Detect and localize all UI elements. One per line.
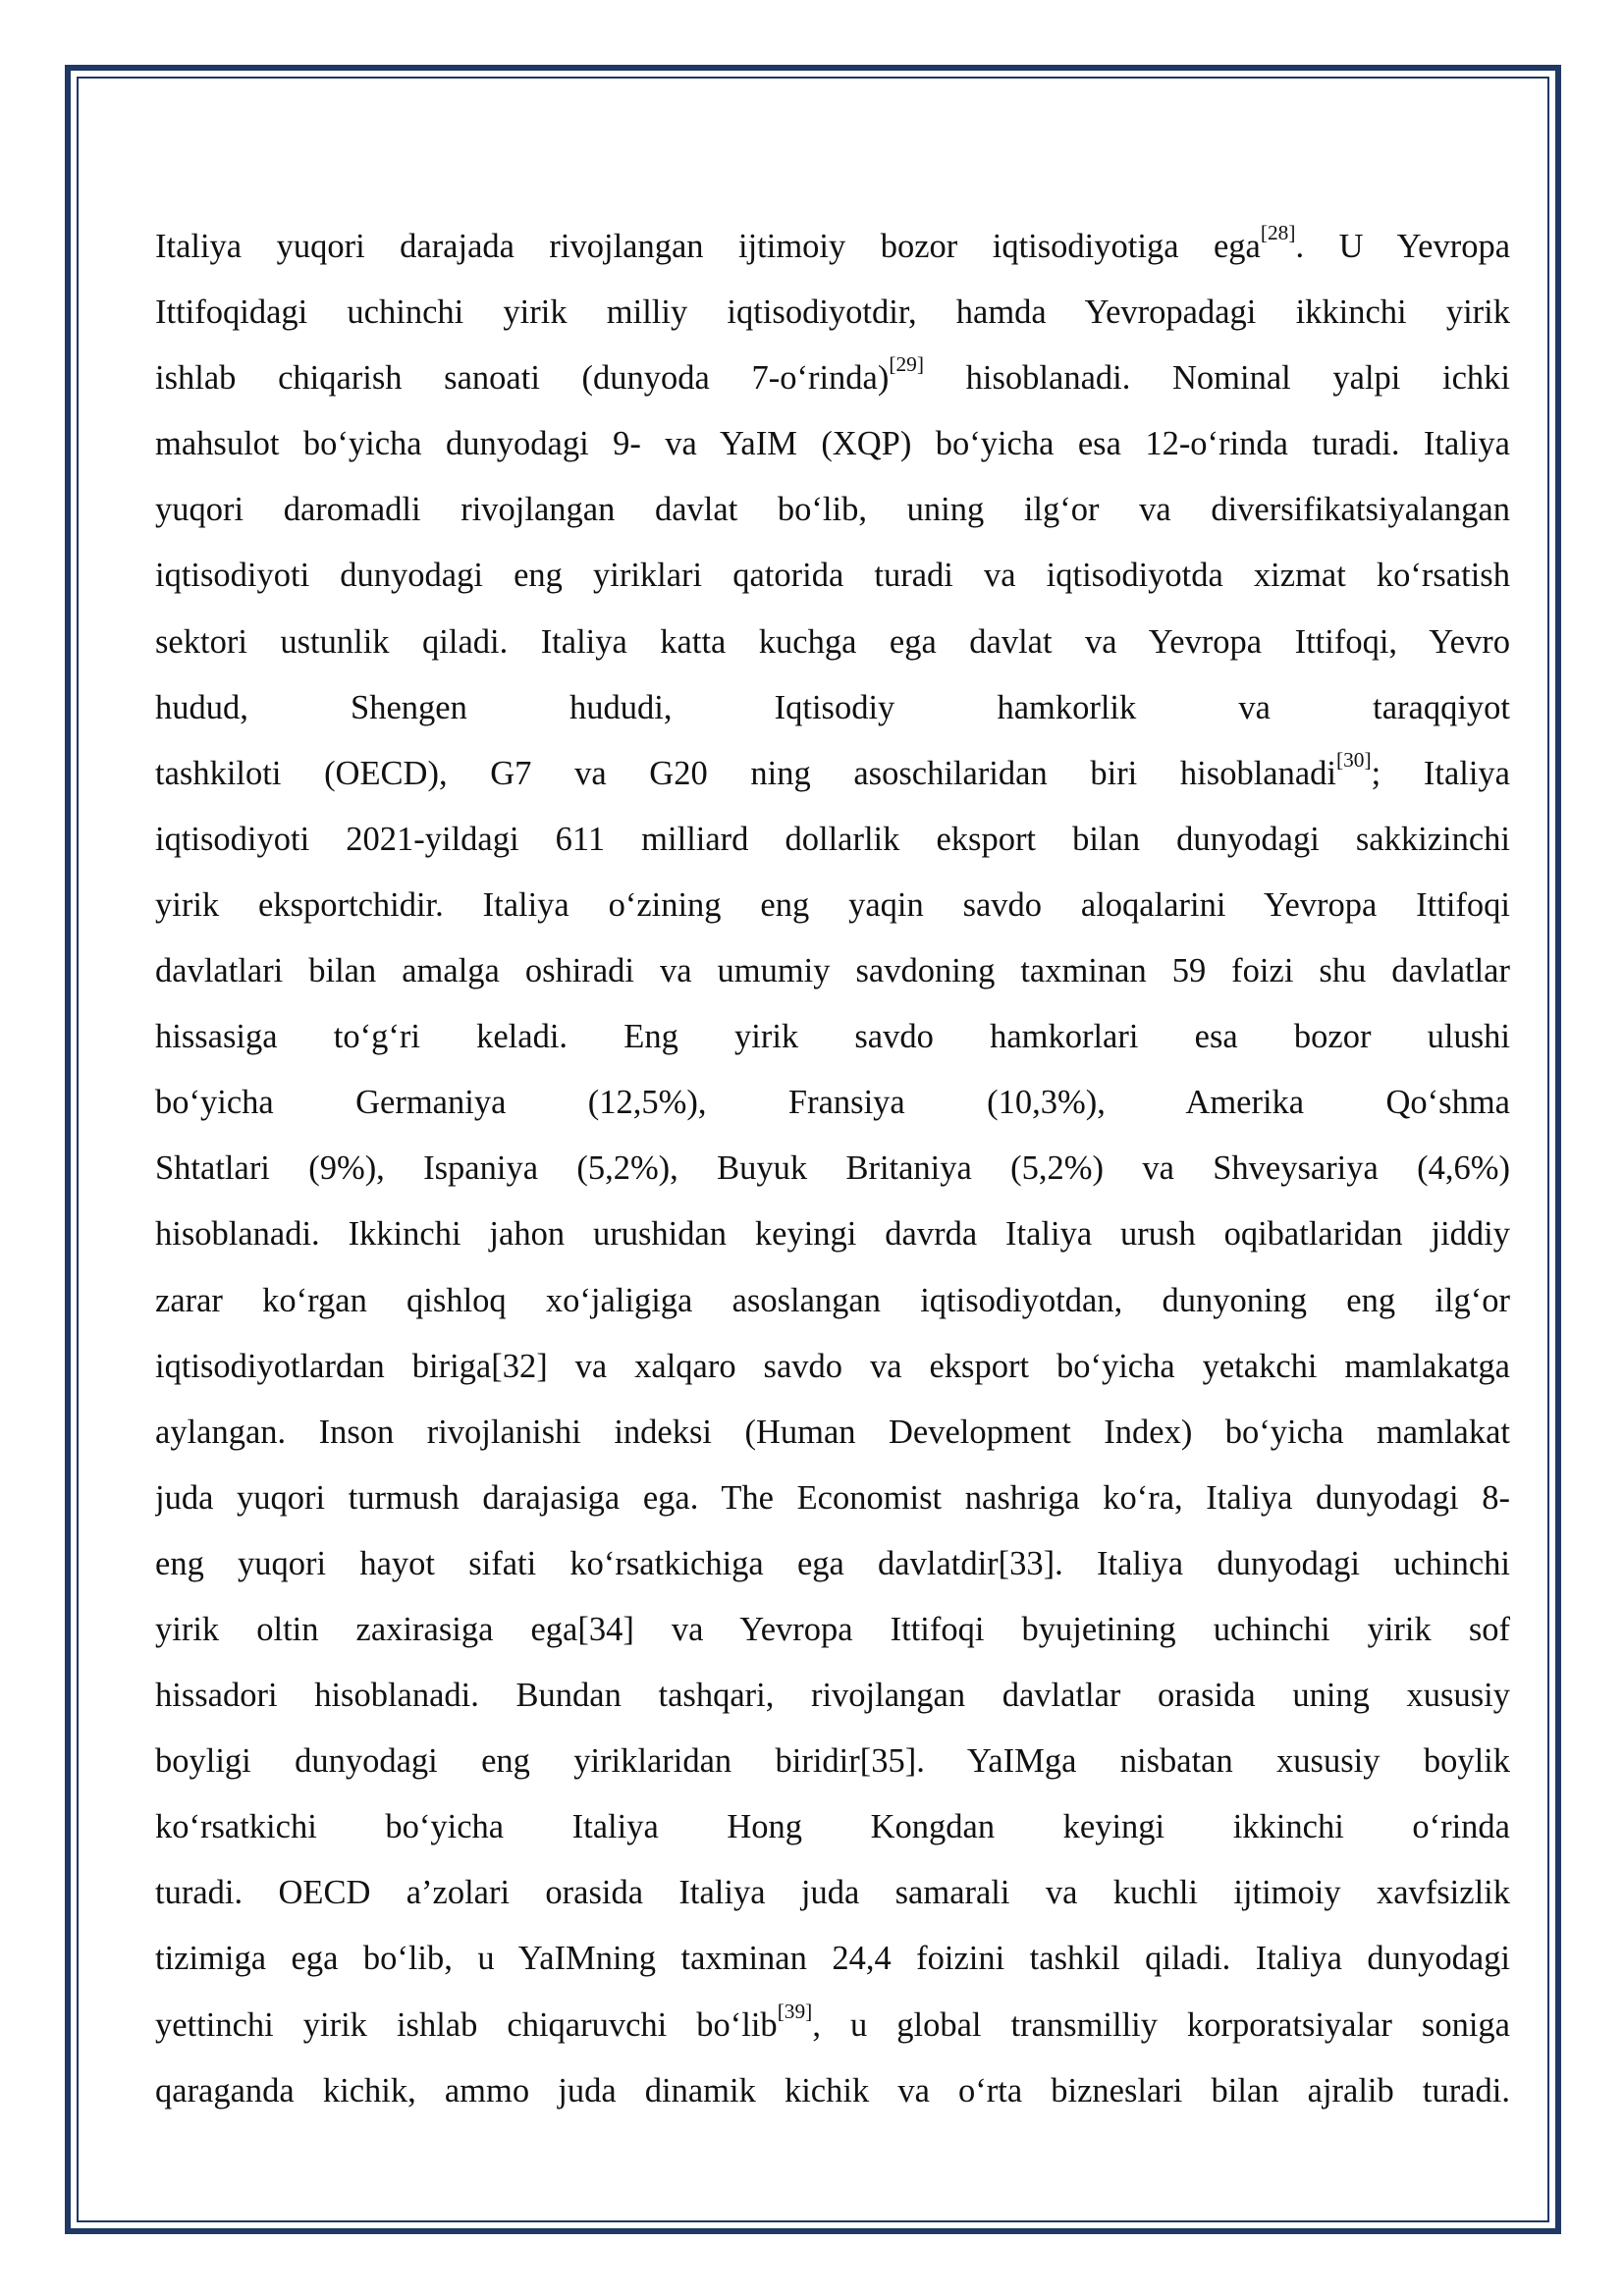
text-segment: yuqori daromadli rivojlangan davlat bo‘lib, uning ilg‘or va diversifikatsiyalangan: [155, 491, 1510, 529]
text-line: [155, 675, 1510, 741]
text-segment: Italiya yuqori darajada rivojlangan ijtimoiy bozor iqtisodiyotiga ega: [155, 228, 1261, 265]
footnote-reference: [30]: [1336, 747, 1372, 772]
text-line: [155, 1531, 1510, 1597]
text-segment: mahsulot bo‘yicha dunyodagi 9- va YaIM (XQP) bo‘yicha esa 12-o‘rinda turadi. Italiya: [155, 425, 1510, 463]
text-line: [155, 1663, 1510, 1729]
text-line: [155, 477, 1510, 543]
text-segment: tashkiloti (OECD), G7 va G20 ning asoschilaridan biri hisoblanadi: [155, 754, 1336, 792]
text-segment: hudud, Shengen hududi, Iqtisodiy hamkorlik va taraqqiyot: [155, 688, 1510, 726]
text-segment: , u global transmilliy korporatsiyalar soniga: [812, 2005, 1510, 2044]
text-segment: Ittifoqidagi uchinchi yirik milliy iqtisodiyotdir, hamda Yevropadagi ikkinchi yirik: [155, 294, 1510, 332]
text-segment: ko‘rsatkichi bo‘yicha Italiya Hong Kongdan keyingi ikkinchi o‘rinda: [155, 1808, 1510, 1846]
text-line: [155, 1136, 1510, 1201]
text-line: [155, 610, 1510, 675]
text-line: [155, 2058, 1510, 2124]
text-line: [155, 1597, 1510, 1663]
text-segment: juda yuqori turmush darajasiga ega. The Economist nashriga ko‘ra, Italiya dunyodagi 8-: [155, 1478, 1510, 1517]
text-segment: boyligi dunyodagi eng yiriklaridan biridir[35]. YaIMga nisbatan xususiy boylik: [155, 1742, 1510, 1781]
text-line: [155, 1334, 1510, 1400]
text-line: [155, 280, 1510, 346]
text-segment: iqtisodiyotlardan biriga[32] va xalqaro savdo va eksport bo‘yicha yetakchi mamlakatga: [155, 1347, 1510, 1385]
text-segment: . U Yevropa: [1295, 228, 1510, 265]
text-line: [155, 873, 1510, 938]
text-segment: hissasiga to‘g‘ri keladi. Eng yirik savdo hamkorlari esa bozor ulushi: [155, 1018, 1510, 1056]
text-line: [155, 1794, 1510, 1860]
footnote-reference: [39]: [777, 1999, 813, 2023]
text-segment: yirik eksportchidir. Italiya o‘zining eng yaqin savdo aloqalarini Yevropa Ittifoqi: [155, 885, 1510, 924]
text-segment: iqtisodiyoti 2021-yildagi 611 milliard dollarlik eksport bilan dunyodagi sakkizinchi: [155, 820, 1510, 858]
text-line: [155, 214, 1510, 280]
text-segment: sektori ustunlik qiladi. Italiya katta kuchga ega davlat va Yevropa Ittifoqi, Yevro: [155, 622, 1510, 661]
text-segment: iqtisodiyoti dunyodagi eng yiriklari qatorida turadi va iqtisodiyotda xizmat ko‘rsatish: [155, 557, 1510, 595]
footnote-reference: [29]: [889, 352, 924, 377]
footnote-reference: [28]: [1260, 220, 1296, 244]
text-line: [155, 346, 1510, 411]
text-segment: ishlab chiqarish sanoati (dunyoda 7-o‘rinda): [155, 359, 890, 398]
text-line: [155, 741, 1510, 807]
text-segment: yirik oltin zaxirasiga ega[34] va Yevropa Ittifoqi byujetining uchinchi yirik sof: [155, 1610, 1510, 1648]
text-segment: zarar ko‘rgan qishloq xo‘jaligiga asoslangan iqtisodiyotdan, dunyoning eng ilg‘or: [155, 1281, 1510, 1319]
text-line: [155, 1400, 1510, 1466]
text-line: [155, 1993, 1510, 2058]
text-segment: ; Italiya: [1371, 754, 1510, 792]
text-segment: yettinchi yirik ishlab chiqaruvchi bo‘lib: [155, 2005, 778, 2044]
text-segment: Shtatlari (9%), Ispaniya (5,2%), Buyuk Britaniya (5,2%) va Shveysariya (4,6%): [155, 1149, 1510, 1188]
text-segment: tizimiga ega bo‘lib, u YaIMning taxminan 24,4 foizini tashkil qiladi. Italiya dunyodagi: [155, 1940, 1510, 1978]
text-segment: davlatlari bilan amalga oshiradi va umumiy savdoning taxminan 59 foizi shu davlatlar: [155, 952, 1510, 990]
text-segment: hissadori hisoblanadi. Bundan tashqari, rivojlangan davlatlar orasida uning xususiy: [155, 1677, 1510, 1715]
text-line: [155, 543, 1510, 609]
text-line: [155, 1729, 1510, 1794]
text-segment: bo‘yicha Germaniya (12,5%), Fransiya (10,3%), Amerika Qo‘shma: [155, 1084, 1510, 1122]
text-line: [155, 1860, 1510, 1926]
text-line: [155, 938, 1510, 1004]
text-line: [155, 1004, 1510, 1070]
text-segment: aylangan. Inson rivojlanishi indeksi (Human Development Index) bo‘yicha mamlakat: [155, 1413, 1510, 1451]
text-segment: qaraganda kichik, ammo juda dinamik kichik va o‘rta bizneslari bilan ajralib turadi.: [155, 2071, 1510, 2109]
text-line: [155, 807, 1510, 873]
text-segment: eng yuqori hayot sifati ko‘rsatkichiga ega davlatdir[33]. Italiya dunyodagi uchinchi: [155, 1544, 1510, 1582]
text-line: [155, 1070, 1510, 1136]
text-line: [155, 1466, 1510, 1531]
text-line: [155, 1268, 1510, 1334]
text-segment: turadi. OECD a’zolari orasida Italiya juda samarali va kuchli ijtimoiy xavfsizlik: [155, 1874, 1510, 1912]
text-line: [155, 1201, 1510, 1267]
text-line: [155, 411, 1510, 477]
text-segment: hisoblanadi. Nominal yalpi ichki: [924, 359, 1510, 398]
body-paragraph: [155, 214, 1510, 2124]
text-line: [155, 1926, 1510, 1992]
text-segment: hisoblanadi. Ikkinchi jahon urushidan keyingi davrda Italiya urush oqibatlaridan jiddiy: [155, 1215, 1510, 1254]
